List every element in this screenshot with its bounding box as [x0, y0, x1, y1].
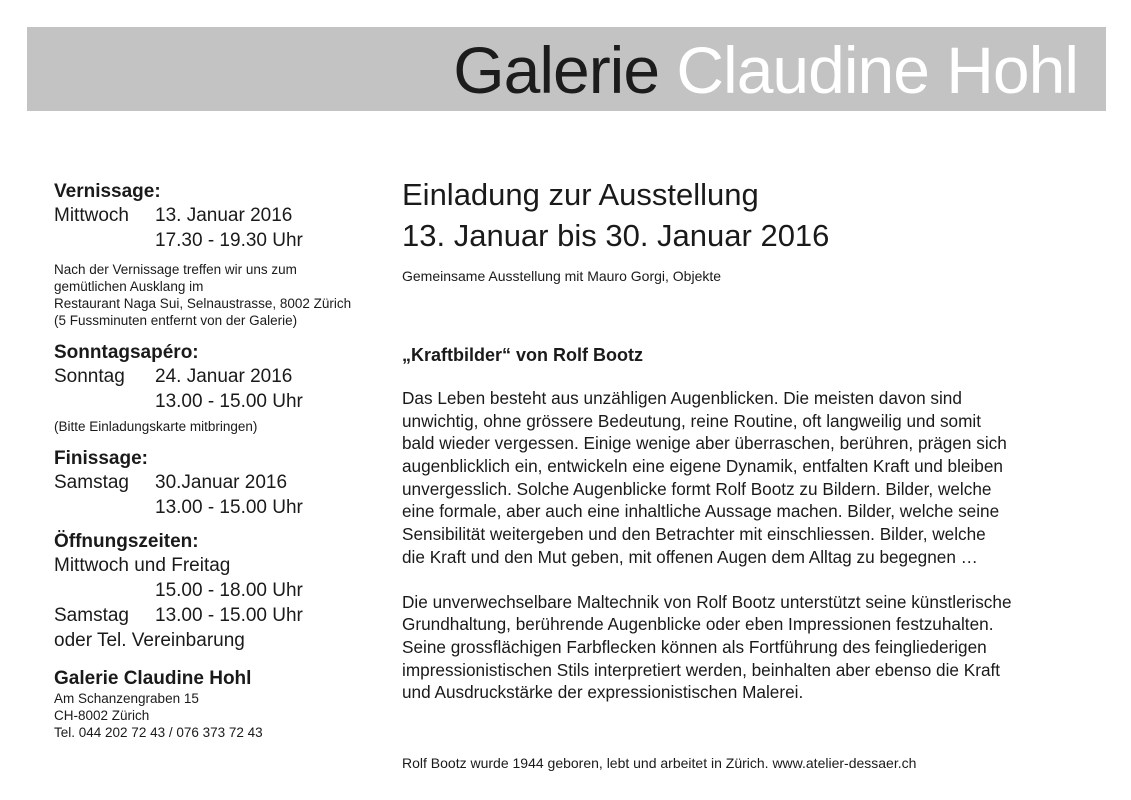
finissage-day: Samstag: [54, 472, 129, 493]
main-column: [402, 174, 1092, 704]
contact-phone: Tel. 044 202 72 43 / 076 373 72 43: [54, 725, 263, 740]
contact-section: [54, 667, 384, 741]
paragraph-line: und Ausdruckstärke der expressionistischen Malerei.: [402, 682, 804, 703]
work-title: „Kraftbilder“ von Rolf Bootz: [402, 345, 643, 365]
finissage-date: 30.Januar 2016: [155, 472, 288, 493]
artist-footer: Rolf Bootz wurde 1944 geboren, lebt und arbeitet in Zürich. www.atelier-dessaer.ch: [402, 755, 917, 771]
contact-city: CH-8002 Zürich: [54, 708, 150, 723]
note-line: gemütlichen Ausklang im: [54, 279, 204, 294]
vernissage-day: Mittwoch: [54, 205, 129, 226]
paragraph-line: Sensibilität weitergeben und den Betrachter mit einschliessen. Bilder, welche: [402, 524, 986, 545]
paragraph-line: die Kraft und den Mut geben, mit offenen Augen dem Alltag zu begegnen …: [402, 546, 978, 567]
finissage-time: 13.00 - 15.00 Uhr: [155, 497, 303, 518]
vernissage-time: 17.30 - 19.30 Uhr: [155, 230, 303, 251]
gallery-title-light: Claudine Hohl: [676, 33, 1078, 107]
paragraph-line: Seine grossflächigen Farbflecken können als Fortführung des feingliederigen: [402, 636, 987, 657]
paragraph-1: [402, 387, 1092, 569]
contact-name: Galerie Claudine Hohl: [54, 668, 252, 689]
event-column: [54, 180, 384, 741]
finissage-heading: Finissage:: [54, 448, 148, 469]
vernissage-note: [54, 261, 384, 329]
hours-heading: Öffnungszeiten:: [54, 531, 199, 552]
paragraph-line: Grundhaltung, berührende Augenblicke oder eben Impressionen festzuhalten.: [402, 614, 994, 635]
exhibition-subtitle: Gemeinsame Ausstellung mit Mauro Gorgi, Objekte: [402, 268, 722, 284]
gallery-title: [453, 33, 1078, 107]
sonntag-note: (Bitte Einladungskarte mitbringen): [54, 419, 258, 434]
paragraph-line: eine formale, aber auch eine inhaltliche Aussage machen. Bilder, welche seine: [402, 501, 1000, 522]
note-line: (5 Fussminuten entfernt von der Galerie): [54, 313, 298, 328]
paragraph-line: impressionistischen Stils interpretiert werden, beinhalten aber ebenso die Kraft: [402, 659, 1001, 680]
vernissage-section: [54, 180, 384, 329]
paragraph-line: Das Leben besteht aus unzähligen Augenblicken. Die meisten davon sind: [402, 388, 962, 408]
sonntag-section: [54, 341, 384, 435]
hours-section: [54, 530, 384, 653]
note-line: Restaurant Naga Sui, Selnaustrasse, 8002 Zürich: [54, 296, 352, 311]
sonntag-date: 24. Januar 2016: [155, 366, 293, 387]
hours-line-1: Mittwoch und Freitag: [54, 555, 231, 576]
hours-day-2: Samstag: [54, 605, 129, 626]
vernissage-date: 13. Januar 2016: [155, 205, 293, 226]
invitation-heading-line-1: Einladung zur Ausstellung: [402, 177, 759, 212]
hours-line-3: oder Tel. Vereinbarung: [54, 630, 245, 651]
finissage-section: [54, 447, 384, 520]
sonntag-time: 13.00 - 15.00 Uhr: [155, 391, 303, 412]
paragraph-line: bald wieder vergessen. Einige wenige aber überraschen, berühren, prägen sich: [402, 433, 1007, 454]
gallery-title-dark: Galerie: [453, 33, 660, 107]
paragraph-line: unvergesslich. Solche Augenblicke formt Rolf Bootz zu Bildern. Bilder, welche: [402, 478, 992, 499]
paragraph-line: Die unverwechselbare Maltechnik von Rolf Bootz unterstützt seine künstlerische: [402, 591, 1012, 612]
header-banner: [27, 27, 1106, 111]
sonntag-day: Sonntag: [54, 366, 125, 387]
note-line: Nach der Vernissage treffen wir uns zum: [54, 262, 297, 277]
vernissage-heading: Vernissage:: [54, 181, 161, 202]
contact-street: Am Schanzengraben 15: [54, 691, 199, 706]
invitation-heading-line-2: 13. Januar bis 30. Januar 2016: [402, 218, 830, 253]
hours-time-2: 13.00 - 15.00 Uhr: [155, 605, 303, 626]
sonntag-heading: Sonntagsapéro:: [54, 342, 199, 363]
paragraph-2: [402, 591, 1092, 704]
paragraph-line: augenblicklich ein, entwickeln eine eigene Dynamik, entfalten Kraft und bleiben: [402, 456, 1003, 477]
paragraph-line: unwichtig, ohne grössere Bedeutung, reine Routine, oft langweilig und somit: [402, 410, 982, 431]
hours-time-1: 15.00 - 18.00 Uhr: [155, 580, 303, 601]
